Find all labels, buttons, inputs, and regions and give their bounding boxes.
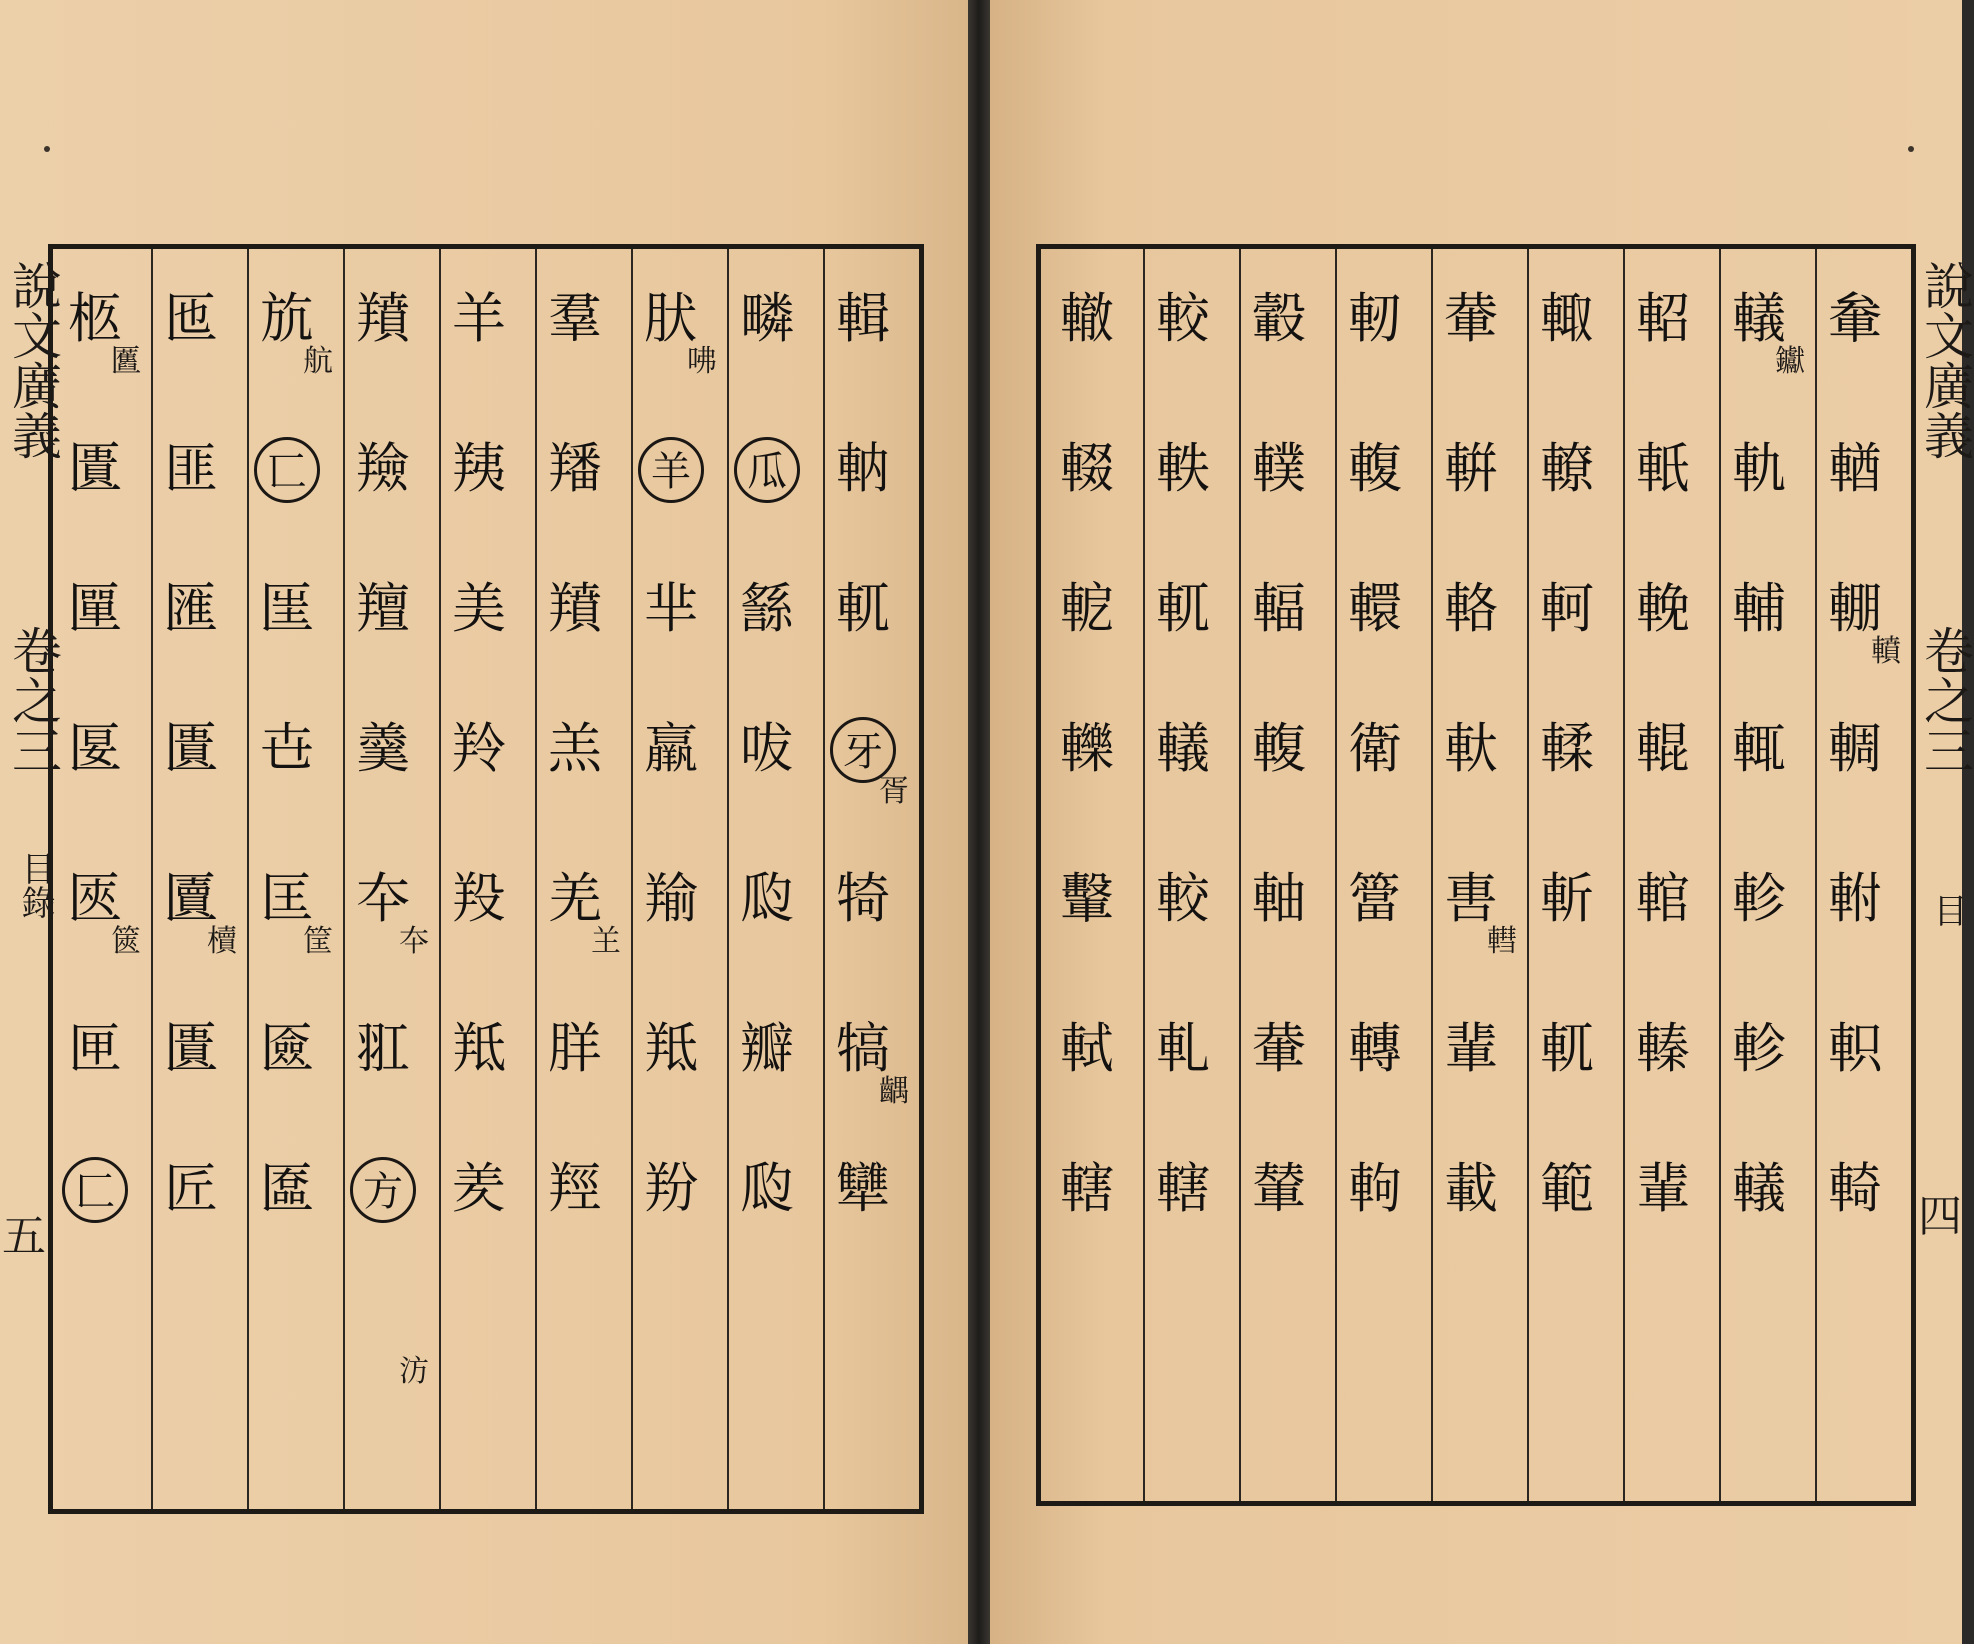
right-margin-volume: 卷之三: [1916, 625, 1974, 775]
section-radical-circle: 匚: [62, 1157, 128, 1223]
annotation-glyph: 航: [303, 344, 333, 379]
glyph: 輂: [1444, 287, 1498, 350]
annotation-glyph: 咈: [687, 344, 717, 379]
glyph: 犄: [836, 867, 890, 930]
glyph: 夲: [356, 867, 410, 930]
glyph: 匯: [164, 577, 218, 640]
glyph: 輧: [1444, 437, 1498, 500]
annotation-glyph: 钀: [1775, 344, 1805, 379]
glyph: 輦: [1252, 1157, 1306, 1220]
glyph: 軫: [1732, 867, 1786, 930]
glyph: 羝: [452, 1017, 506, 1080]
glyph: 軏: [836, 577, 890, 640]
glyph: 䌛: [740, 577, 794, 640]
glyph: 羚: [452, 717, 506, 780]
glyph: 犫: [836, 1157, 890, 1220]
glyph: 羠: [452, 437, 506, 500]
glyph: 匱: [164, 1017, 218, 1080]
glyph: 羊: [452, 287, 506, 350]
glyph: 輒: [1732, 717, 1786, 780]
glyph: 衛: [1348, 717, 1402, 780]
section-radical-circle: 方: [350, 1157, 416, 1223]
annotation-glyph: 胥: [879, 774, 909, 809]
glyph: 輶: [1828, 437, 1882, 500]
glyph: 簹: [1348, 867, 1402, 930]
glyph: 軵: [1828, 867, 1882, 930]
glyph: 斻: [260, 287, 314, 350]
glyph: 匰: [68, 577, 122, 640]
glyph: 輩: [1636, 1157, 1690, 1220]
left-page-frame: [48, 244, 924, 1514]
glyph: 匪: [164, 437, 218, 500]
annotation-glyph: 櫝: [207, 924, 237, 959]
glyph: 匵: [164, 867, 218, 930]
glyph: 轄: [1060, 1157, 1114, 1220]
glyph: 軸: [1252, 867, 1306, 930]
glyph: 匠: [164, 1157, 218, 1220]
glyph: 轙: [1156, 717, 1210, 780]
ink-speck: [1908, 146, 1914, 152]
glyph: 輢: [1828, 1157, 1882, 1220]
glyph: 匩: [260, 577, 314, 640]
glyph: 羸: [644, 717, 698, 780]
glyph: 輙: [1540, 287, 1594, 350]
glyph: 羵: [356, 287, 410, 350]
glyph: 瓣: [740, 1017, 794, 1080]
glyph: 轃: [1636, 1017, 1690, 1080]
glyph: 羥: [548, 1157, 602, 1220]
glyph: 柩: [68, 287, 122, 350]
annotation-glyph: 夲: [399, 924, 429, 959]
right-margin-title: 說文廣義: [1916, 260, 1974, 460]
glyph: 輥: [1636, 717, 1690, 780]
glyph: 軜: [836, 437, 890, 500]
glyph: 輯: [836, 287, 890, 350]
glyph: 軑: [1444, 717, 1498, 780]
glyph: 輨: [1636, 867, 1690, 930]
section-radical-circle: 瓜: [734, 437, 800, 503]
section-radical-circle: 牙: [830, 717, 896, 783]
annotation-glyph: 筐: [303, 924, 333, 959]
glyph: 肰: [644, 287, 698, 350]
glyph: 匱: [68, 437, 122, 500]
annotation-glyph: 轒: [1871, 634, 1901, 669]
left-page-number: 五: [2, 1211, 46, 1262]
glyph: 羣: [548, 287, 602, 350]
glyph: 輔: [1732, 577, 1786, 640]
glyph: 羑: [452, 1157, 506, 1220]
glyph: 輅: [1444, 577, 1498, 640]
book-gutter: [968, 0, 990, 1644]
glyph: 轂: [1252, 287, 1306, 350]
glyph: 軏: [1156, 577, 1210, 640]
glyph: 轘: [1348, 577, 1402, 640]
glyph: 羔: [548, 717, 602, 780]
ink-speck: [44, 146, 50, 152]
glyph: 羝: [644, 1017, 698, 1080]
glyph: 羷: [356, 437, 410, 500]
glyph: 軬: [1828, 287, 1882, 350]
right-page-frame: [1036, 244, 1916, 1506]
glyph: 轢: [1060, 717, 1114, 780]
glyph: 匡: [260, 867, 314, 930]
annotation-glyph: 轊: [1487, 924, 1517, 959]
glyph: 匧: [68, 867, 122, 930]
glyph: 軾: [1060, 1017, 1114, 1080]
glyph: 軥: [1348, 1157, 1402, 1220]
glyph: 羾: [356, 1017, 410, 1080]
glyph: 輂: [1252, 1017, 1306, 1080]
glyph: 羳: [548, 437, 602, 500]
left-margin-title: 說文廣義: [4, 260, 62, 460]
glyph: 輻: [1252, 577, 1306, 640]
glyph: 轙: [1732, 287, 1786, 350]
glyph: 轍: [1060, 287, 1114, 350]
section-radical-circle: 羊: [638, 437, 704, 503]
glyph: 轑: [1540, 437, 1594, 500]
glyph: 軏: [1540, 1017, 1594, 1080]
annotation-glyph: 𦍌: [591, 924, 621, 959]
glyph: 斬: [1540, 867, 1594, 930]
glyph: 羌: [548, 867, 602, 930]
glyph: 羭: [644, 867, 698, 930]
glyph: 輖: [1828, 717, 1882, 780]
glyph: 轄: [1156, 1157, 1210, 1220]
glyph: 羹: [356, 717, 410, 780]
glyph: 轚: [1060, 867, 1114, 930]
glyph: 羖: [452, 867, 506, 930]
glyph: 軼: [1156, 437, 1210, 500]
glyph: 載: [1444, 1157, 1498, 1220]
glyph: 瓝: [740, 867, 794, 930]
annotation-glyph: 篋: [111, 924, 141, 959]
glyph: 美: [452, 577, 506, 640]
glyph: 軶: [1060, 577, 1114, 640]
left-margin-section: 目錄: [15, 851, 55, 919]
glyph: 軎: [1444, 867, 1498, 930]
glyph: 輓: [1636, 577, 1690, 640]
glyph: 羒: [644, 1157, 698, 1220]
glyph: 㔺: [260, 717, 314, 780]
glyph: 輹: [1348, 437, 1402, 500]
glyph: 羘: [548, 1017, 602, 1080]
glyph: 輣: [1828, 577, 1882, 640]
right-margin-section: 目: [1927, 893, 1967, 927]
glyph: 軌: [1732, 437, 1786, 500]
glyph: 芈: [644, 577, 698, 640]
glyph: 軺: [1636, 287, 1690, 350]
glyph: 犒: [836, 1017, 890, 1080]
section-radical-circle: 匸: [254, 437, 320, 503]
glyph: 㕹: [740, 717, 794, 780]
glyph: 輟: [1060, 437, 1114, 500]
glyph: 轉: [1348, 1017, 1402, 1080]
glyph: 軫: [1732, 1017, 1786, 1080]
glyph: 軝: [1636, 437, 1690, 500]
glyph: 軻: [1540, 577, 1594, 640]
glyph: 匣: [68, 1017, 122, 1080]
glyph: 匳: [260, 1017, 314, 1080]
glyph: 疄: [740, 287, 794, 350]
glyph: 輩: [1444, 1017, 1498, 1080]
glyph: 範: [1540, 1157, 1594, 1220]
glyph: 較: [1156, 287, 1210, 350]
left-margin-volume: 卷之三: [4, 625, 62, 775]
glyph: 軋: [1156, 1017, 1210, 1080]
glyph: 羵: [548, 577, 602, 640]
glyph: 匜: [164, 287, 218, 350]
glyph: 輹: [1252, 717, 1306, 780]
glyph: 匽: [68, 717, 122, 780]
glyph: 輮: [1540, 717, 1594, 780]
glyph: 轐: [1252, 437, 1306, 500]
annotation-glyph: 匶: [111, 344, 141, 379]
annotation-glyph: 汸: [399, 1354, 429, 1389]
glyph: 瓝: [740, 1157, 794, 1220]
glyph: 羶: [356, 577, 410, 640]
glyph: 較: [1156, 867, 1210, 930]
glyph: 軔: [1348, 287, 1402, 350]
glyph: 匲: [260, 1157, 314, 1220]
right-page-number: 四: [1918, 1191, 1962, 1242]
annotation-glyph: 齵: [879, 1074, 909, 1109]
glyph: 轙: [1732, 1157, 1786, 1220]
glyph: 匱: [164, 717, 218, 780]
glyph: 軹: [1828, 1017, 1882, 1080]
